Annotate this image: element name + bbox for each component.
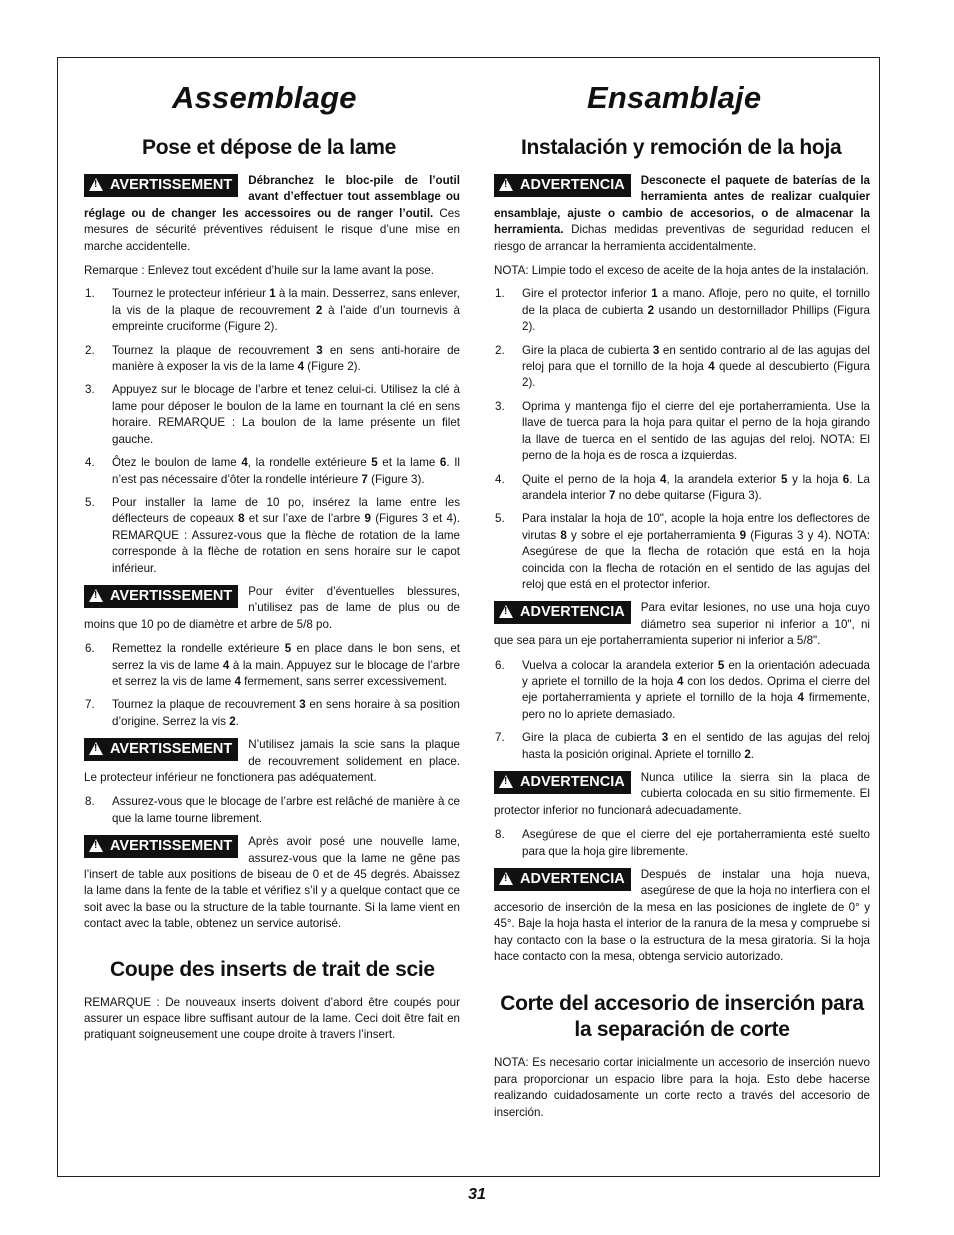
warning-triangle-icon (499, 872, 513, 885)
step-number: 6. (85, 642, 95, 656)
step-number: 2. (85, 343, 95, 357)
step-text: Asegúrese de que el cierre del eje portaherramienta esté suelto para que la hoja gire libremente. (522, 828, 870, 858)
step-number: 7. (495, 731, 505, 745)
step-item (84, 641, 460, 690)
step-item (494, 827, 870, 860)
spanish-remark-oil: NOTA: Limpie todo el exceso de aceite de la hoja antes de la instalación. (494, 264, 869, 278)
step-item (494, 511, 870, 593)
step-text: Ôtez le boulon de lame 4, la rondelle extérieure 5 et la lame 6. Il n’est pas nécessaire d’ôter la rondelle intérieure 7 (Figure 3). (112, 456, 460, 486)
step-text: Quite el perno de la hoja 4, la arandela exterior 5 y la hoja 6. La arandela interior 7 no debe quitarse (Figura 3). (522, 472, 870, 502)
spanish-page-title: Ensamblaje (587, 80, 762, 115)
page-number: 31 (468, 1186, 486, 1203)
spanish-steps-6-7 (494, 658, 870, 763)
warning-badge: !AVERTISSEMENT (84, 174, 238, 197)
spanish-warning-1: !ADVERTENCIA Desconecte el paquete de baterías de la herramienta antes de realizar cualquier ensamblaje, ajuste o cambio de accesorios, o de almacenar la herramienta. Dichas medidas preventivas de seguridad reducen el riesgo de arrancar la herramienta accidentalmente. (494, 173, 870, 255)
step-number: 5. (85, 495, 95, 509)
step-text: Pour installer la lame de 10 po, insérez la lame entre les déflecteurs de copeaux 8 et sur l’axe de l’arbre 9 (Figures 3 et 4). REMARQUE : Assurez-vous que la flèche de rotation de la lame corresponde à la flèche de rotation en sens horaire sur le capot inférieur. (112, 495, 460, 575)
page-frame (57, 57, 880, 1177)
warning-badge: !ADVERTENCIA (494, 868, 631, 891)
warning-triangle-icon (89, 589, 103, 602)
step-text: Appuyez sur le blocage de l’arbre et tenez celui-ci. Utilisez la clé à lame pour déposer le boulon de la lame en tournant la clé en sens horaire. REMARQUE : La boulon de la lame présente un filet gauche. (112, 383, 460, 446)
step-item (84, 343, 460, 376)
spanish-warning-4: !ADVERTENCIA Después de instalar una hoja nueva, asegúrese de que la hoja no interfiera con el accesorio de inserción de la mesa en las posiciones de inglete de 0° y 45°. Baje la hoja hasta el interior de la ranura de la mesa y compruebe si hay contacto con la base o la estructura de la mesa giratoria. Si la hoja hace contacto con la mesa, obtenga servicio autorizado. (494, 867, 870, 965)
french-steps-6-7 (84, 641, 460, 730)
step-number: 3. (495, 399, 505, 413)
warning-triangle-icon (499, 178, 513, 191)
step-number: 3. (85, 383, 95, 397)
french-warning-4: !AVERTISSEMENT Après avoir posé une nouvelle lame, assurez-vous que la lame ne gêne pas l’insert de table aux positions de biseau de 0 et de 45 degrés. Abaissez la lame dans la fente de la table et vérifiez s’il y a quelque contact que ce soit avec la base ou la structure de la table tournante. Si la lame vient en contact avec la table, obtenez un service autorisé. (84, 834, 460, 932)
french-warning-3: !AVERTISSEMENT N’utilisez jamais la scie sans la plaque de recouvrement solidement en place. Le protecteur inférieur ne fonctionera pas adéquatement. (84, 737, 460, 786)
warning-triangle-icon (89, 178, 103, 191)
step-item (84, 495, 460, 577)
step-item (494, 399, 870, 465)
step-number: 1. (495, 287, 505, 301)
spanish-section-title-inserts: Corte del accesorio de inserción para la separación de corte (500, 992, 864, 1042)
spanish-steps-8 (494, 827, 870, 860)
warning-badge: !ADVERTENCIA (494, 601, 631, 624)
step-text: Tournez le protecteur inférieur 1 à la main. Desserrez, sans enlever, la vis de la plaque de recouvrement 2 à l’aide d’un tournevis à empreinte cruciforme (Figure 2). (112, 287, 460, 334)
spanish-warning-3: !ADVERTENCIA Nunca utilice la sierra sin la placa de cubierta colocada en su sitio firmemente. El protector inferior no funcionará adecuadamente. (494, 770, 870, 819)
step-text: Remettez la rondelle extérieure 5 en place dans le bon sens, et serrez la vis de lame 4 à la main. Appuyez sur le blocage de l’arbre et serrez la vis de lame 4 fermement, sans serrer excessivement. (112, 642, 460, 688)
french-page-title: Assemblage (172, 80, 357, 115)
step-number: 4. (85, 456, 95, 470)
warning-badge: !AVERTISSEMENT (84, 585, 238, 608)
french-remark-inserts: REMARQUE : De nouveaux inserts doivent d’abord être coupés pour assurer un espace libre suffisant autour de la lame. Ceci doit être fait en pratiquant soigneusement une coupe droite à travers l’insert. (84, 995, 460, 1042)
warning-triangle-icon (89, 839, 103, 852)
french-steps-8 (84, 794, 460, 827)
step-number: 1. (85, 287, 95, 301)
step-number: 6. (495, 658, 505, 672)
warning-badge: !ADVERTENCIA (494, 771, 631, 794)
warning-triangle-icon (499, 775, 513, 788)
step-item (494, 286, 870, 335)
step-text: Vuelva a colocar la arandela exterior 5 en la orientación adecuada y apriete el tornillo de la hoja 4 con los dedos. Oprima el cierre del eje portaherramienta y apriete el tornillo de la hoja 4 firmemente, pero no lo apriete demasiado. (522, 658, 870, 721)
warning-triangle-icon (499, 605, 513, 618)
french-section-title-inserts: Coupe des inserts de trait de scie (110, 957, 435, 981)
step-number: 8. (85, 795, 95, 809)
step-item (494, 472, 870, 505)
step-number: 8. (495, 828, 505, 842)
french-warning-2: !AVERTISSEMENT Pour éviter d’éventuelles blessures, n’utilisez pas de lame de plus ou de moins que 10 po de diamètre et arbre de 5/8 po. (84, 584, 460, 633)
step-number: 5. (495, 512, 505, 526)
step-item (494, 658, 870, 724)
french-remark-oil: Remarque : Enlevez tout excédent d’huile sur la lame avant la pose. (84, 264, 434, 278)
step-item (84, 697, 460, 730)
step-item (84, 455, 460, 488)
step-item (494, 730, 870, 763)
warning-badge: !ADVERTENCIA (494, 174, 631, 197)
french-warning-1: !AVERTISSEMENT Débranchez le bloc-pile de l’outil avant d’effectuer tout assemblage ou réglage ou de changer les accessoires ou de ranger l’outil. Ces mesures de sécurité préventives réduisent le risque d’une mise en marche accidentelle. (84, 173, 460, 255)
warning-badge: !AVERTISSEMENT (84, 738, 238, 761)
step-item (84, 286, 460, 335)
spanish-warning-2: !ADVERTENCIA Para evitar lesiones, no use una hoja cuyo diámetro sea superior ni inferior a 10", ni que sea para un eje portaherramienta superior ni inferior a 5/8". (494, 600, 870, 649)
step-number: 7. (85, 698, 95, 712)
spanish-column (494, 58, 870, 1128)
step-number: 2. (495, 343, 505, 357)
spanish-remark-inserts: NOTA: Es necesario cortar inicialmente un accesorio de inserción nuevo para proporcionar un espacio libre para la hoja. Esto debe hacerse realizando cuidadosamente un corte recto a través del accesorio de inserción. (494, 1056, 870, 1119)
french-steps-1-5 (84, 286, 460, 577)
step-text: Oprima y mantenga fijo el cierre del eje portaherramienta. Use la llave de tuerca para la hoja para quitar el perno de la hoja girando la llave de tuerca en el sentido de las agujas del reloj. NOTA: El perno de la hoja es de rosca a izquierdas. (522, 399, 870, 463)
step-number: 4. (495, 472, 505, 486)
step-text: Gire la placa de cubierta 3 en el sentido de las agujas del reloj hasta la posición original. Apriete el tornillo 2. (522, 731, 870, 761)
step-text: Tournez la plaque de recouvrement 3 en sens anti-horaire de manière à exposer la vis de la lame 4 (Figure 2). (112, 343, 461, 374)
step-item (84, 382, 460, 448)
step-item (494, 343, 870, 392)
spanish-steps-1-5 (494, 286, 870, 593)
warning-badge: !AVERTISSEMENT (84, 835, 238, 858)
warning-triangle-icon (89, 742, 103, 755)
spanish-section-title-blade: Instalación y remoción de la hoja (521, 136, 842, 159)
step-text: Gire el protector inferior 1 a mano. Afloje, pero no quite, el tornillo de la placa de cubierta 2 usando un destornillador Phillips (Figura 2). (522, 287, 870, 334)
french-section-title-blade: Pose et dépose de la lame (142, 136, 396, 159)
step-text: Assurez-vous que le blocage de l’arbre est relâché de manière à ce que la lame tourne librement. (112, 795, 460, 825)
french-column (84, 58, 460, 1051)
step-item (84, 794, 460, 827)
step-text: Para instalar la hoja de 10", acople la hoja entre los deflectores de virutas 8 y sobre el eje portaherramienta 9 (Figuras 3 y 4). NOTA: Asegúrese de que la flecha de rotación que está en la hoja coincida con la flecha de rotación en el sentido de las agujas del reloj que está en el protector inferior. (522, 512, 870, 591)
step-text: Tournez la plaque de recouvrement 3 en sens horaire à sa position d’origine. Serrez la vis 2. (112, 698, 460, 728)
step-text: Gire la placa de cubierta 3 en sentido contrario al de las agujas del reloj para que el tornillo de la hoja 4 quede al descubierto (Figura 2). (522, 343, 870, 390)
